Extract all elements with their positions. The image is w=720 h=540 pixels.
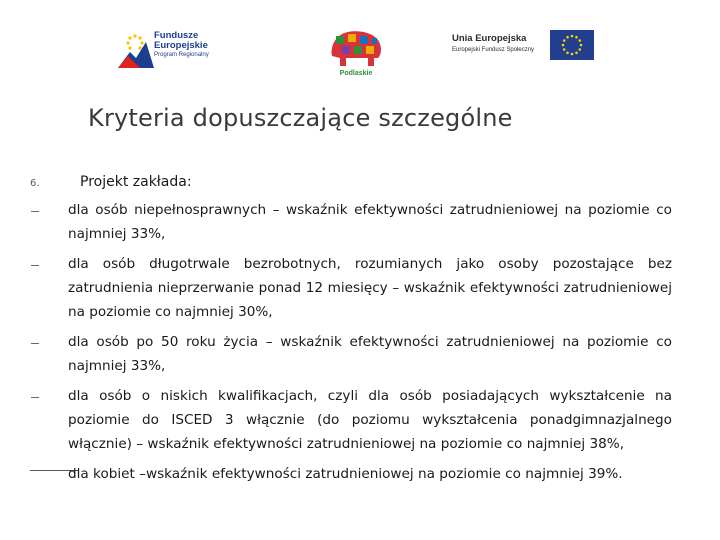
logo-bar bbox=[0, 20, 720, 80]
last-line-text: dla kobiet –wskaźnik efektywności zatrudnieniowej na poziomie co najmniej 39%. bbox=[68, 466, 623, 482]
fundusze-line1: Fundusze bbox=[154, 30, 199, 41]
dash-bullet bbox=[31, 343, 39, 344]
bison-icon bbox=[328, 26, 384, 68]
list-item-text: dla osób niepełnosprawnych – wskaźnik efektywności zatrudnieniowej na poziomie co najmniej 33%, bbox=[68, 202, 672, 242]
slide-title: Kryteria dopuszczające szczególne bbox=[88, 104, 513, 132]
dash-bullet bbox=[31, 265, 39, 266]
fundusze-europejskie-icon bbox=[116, 28, 156, 70]
dash-bullet bbox=[31, 211, 39, 212]
list-number: 6. bbox=[30, 178, 40, 189]
unia-line1: Unia Europejska bbox=[452, 33, 527, 44]
intro-row bbox=[0, 172, 720, 194]
fundusze-line2: Europejskie bbox=[154, 40, 208, 51]
podlaskie-logo bbox=[324, 26, 388, 82]
unia-line2: Europejski Fundusz Społeczny bbox=[452, 47, 535, 53]
list-item-text: dla osób o niskich kwalifikacjach, czyli dla osób posiadających wykształcenie na poziomie do ISCED 3 włącznie (do poziomu wykształcenia ponadgimnazjalnego włącznie) – wskaźnik efektywności zatrudnieniowej na poziomie co najmniej 38%, bbox=[68, 388, 672, 452]
list-item-text: dla osób długotrwale bezrobotnych, rozumianych jako osoby pozostające bez zatrudnienia nieprzerwanie ponad 12 miesięcy – wskaźnik efektywności zatrudnieniowej na poziomie co najmniej 30%, bbox=[68, 256, 672, 320]
dash-bullet bbox=[31, 397, 39, 398]
podlaskie-label: Podlaskie bbox=[339, 70, 373, 77]
unia-europejska-logo bbox=[452, 30, 596, 64]
list-item-text: dla osób po 50 roku życia – wskaźnik efektywności zatrudnieniowej na poziomie co najmniej 33%, bbox=[68, 334, 672, 374]
intro-text: Projekt zakłada: bbox=[80, 174, 192, 190]
fundusze-line3: Program Regionalny bbox=[154, 52, 209, 58]
eu-flag-icon bbox=[550, 30, 594, 60]
fundusze-europejskie-logo bbox=[116, 28, 226, 74]
